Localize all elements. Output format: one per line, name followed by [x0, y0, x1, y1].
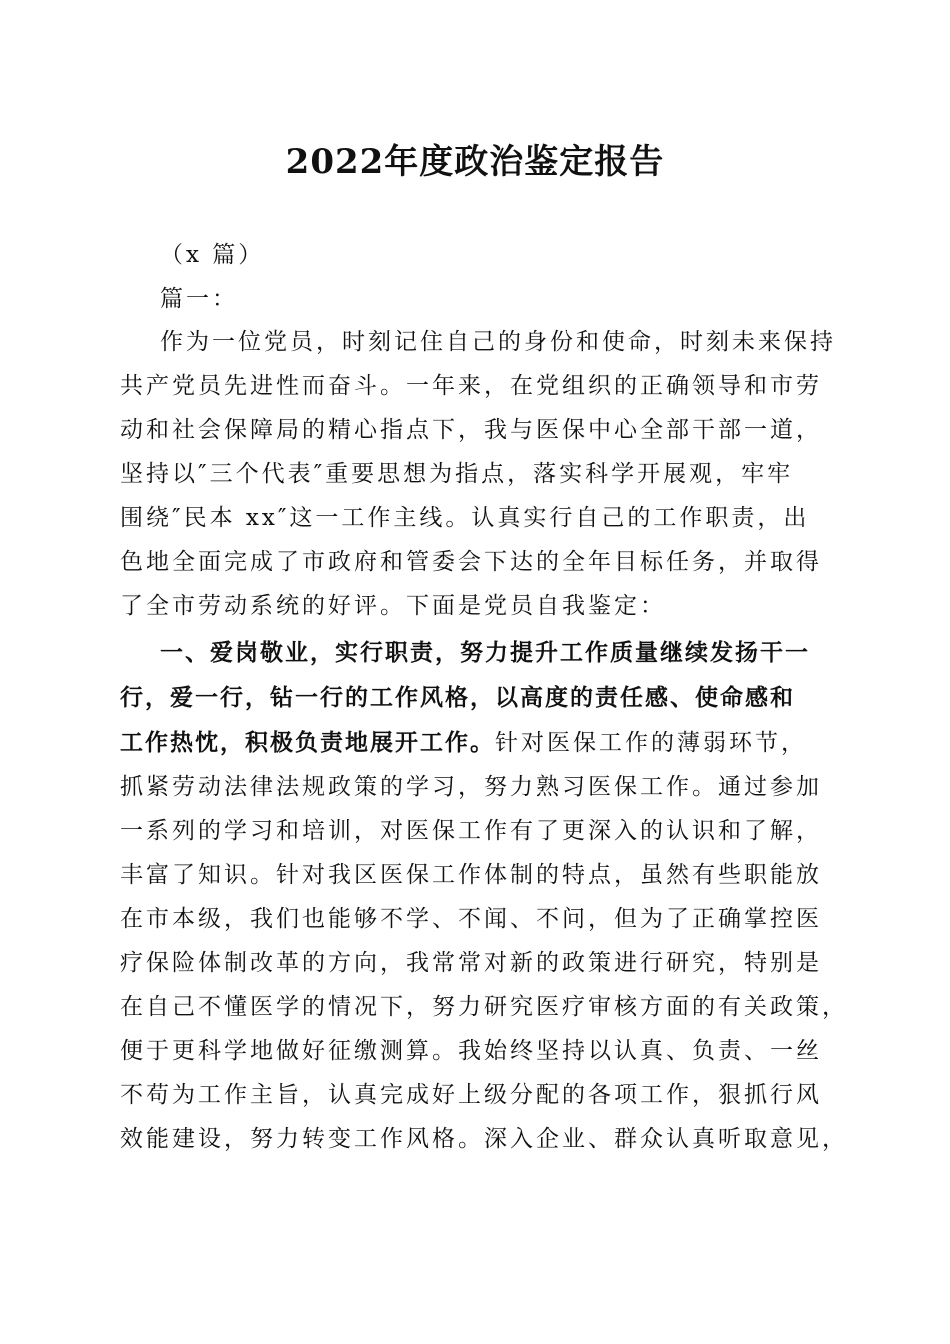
paragraph-line: 丰富了知识。针对我区医保工作体制的特点，虽然有些职能放 [120, 862, 822, 888]
paragraph-line: 便于更科学地做好征缴测算。我始终坚持以认真、负责、一丝 [120, 1038, 822, 1064]
subtitle-note: （x 篇） [160, 242, 265, 268]
paragraph-line: 了全市劳动系统的好评。下面是党员自我鉴定： [120, 593, 666, 619]
paragraph-line: 在自己不懂医学的情况下，努力研究医疗审核方面的有关政策， [120, 994, 848, 1020]
paragraph-line: 动和社会保障局的精心指点下，我与医保中心全部干部一道， [120, 417, 822, 443]
paragraph-line: 坚持以″三个代表″重要思想为指点，落实科学开展观，牢牢 [120, 461, 794, 487]
page-title: 2022年度政治鉴定报告 [285, 142, 665, 182]
paragraph-line: 效能建设，努力转变工作风格。深入企业、群众认真听取意见， [120, 1126, 848, 1152]
paragraph-line: 一系列的学习和培训，对医保工作有了更深入的认识和了解， [120, 818, 822, 844]
paragraph-line: 共产党员先进性而奋斗。一年来，在党组织的正确领导和市劳 [120, 373, 822, 399]
paragraph-line: 疗保险体制改革的方向，我常常对新的政策进行研究，特别是 [120, 950, 822, 976]
section-heading-line: 一、爱岗敬业，实行职责，努力提升工作质量继续发扬干一 [160, 640, 810, 666]
section-heading-end: 工作热忱，积极负责地展开工作。 [120, 730, 495, 756]
paragraph-line: 作为一位党员，时刻记住自己的身份和使命，时刻未来保持 [160, 329, 836, 355]
section-heading-line: 行，爱一行，钻一行的工作风格，以高度的责任感、使命感和 [120, 685, 795, 711]
paragraph-line: 在市本级，我们也能够不学、不闻、不问，但为了正确掌控医 [120, 906, 822, 932]
paragraph-line: 抓紧劳动法律法规政策的学习，努力熟习医保工作。通过参加 [120, 774, 822, 800]
paragraph-line: 围绕″民本 xx″这一工作主线。认真实行自己的工作职责，出 [120, 505, 810, 531]
section-label: 篇一： [160, 286, 238, 312]
paragraph-continuation: 针对医保工作的薄弱环节， [495, 730, 807, 756]
paragraph-line: 不苟为工作主旨，认真完成好上级分配的各项工作，狠抓行风 [120, 1082, 822, 1108]
paragraph-line: 色地全面完成了市政府和管委会下达的全年目标任务，并取得 [120, 549, 822, 575]
section-heading-line [120, 724, 807, 762]
